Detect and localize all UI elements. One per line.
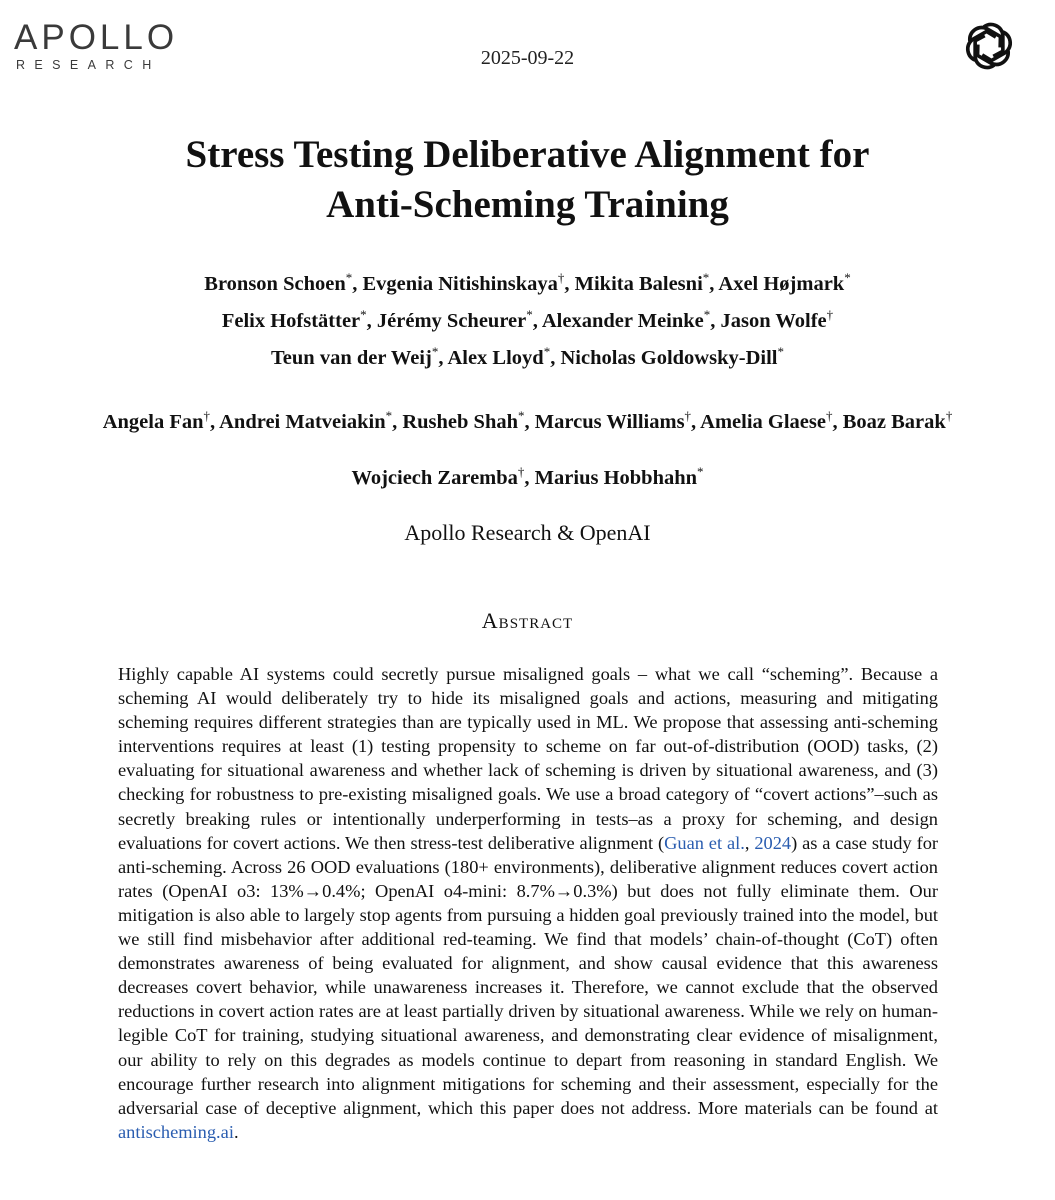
- author-name: Felix Hofstätter: [221, 309, 361, 332]
- author-name: , Andrei Matveiakin: [210, 410, 386, 433]
- author-name: Bronson Schoen: [204, 272, 346, 295]
- author-mark: *: [703, 307, 711, 322]
- author-name: , Boaz Barak: [832, 410, 946, 433]
- author-name: , Alexander Meinke: [532, 309, 704, 332]
- author-name: , Marcus Williams: [524, 410, 685, 433]
- author-name: Angela Fan: [102, 410, 204, 433]
- author-name: Wojciech Zaremba: [351, 466, 518, 489]
- logo-sub-text: RESEARCH: [16, 58, 161, 72]
- abstract-part-1: Highly capable AI systems could secretly pursue misaligned goals – what we call “scheming”. Because a scheming AI would deliberately try to hide its misaligned goals and actions, measuring and mitigating scheming requires different strategies than are typically used in ML. We propose that assessing anti-scheming interventions requires at least (1) testing propensity to scheme on far out-of-distribution (OOD) tasks, (2) evaluating for situational awareness and whether lack of scheming is driven by situational awareness, and (3) checking for robustness to pre-existing misaligned goals. We use a broad category of “covert actions”–such as secretly breaking rules or intentionally underperforming in tests–as a proxy for scheming, and design evaluations for covert actions. We then stress-test deliberative alignment (: [118, 664, 938, 853]
- author-mark: †: [557, 270, 565, 285]
- author-mark: †: [826, 307, 834, 322]
- abstract-end: .: [233, 1121, 239, 1142]
- author-mark: †: [945, 408, 953, 423]
- author-line-5: [0, 464, 1055, 490]
- author-mark: *: [360, 307, 367, 322]
- author-name: , Marius Hobbhahn: [524, 466, 698, 489]
- author-mark: *: [518, 408, 525, 423]
- author-line-2: [0, 307, 1055, 333]
- paper-title: [0, 130, 1055, 230]
- title-line-2: Anti-Scheming Training: [326, 183, 729, 226]
- author-name: , Nicholas Goldowsky-Dill: [550, 346, 778, 369]
- author-name: , Mikita Balesni: [564, 272, 703, 295]
- paper-date: 2025-09-22: [480, 47, 575, 69]
- author-name: Teun van der Weij: [271, 346, 432, 369]
- author-line-4: [0, 408, 1055, 434]
- author-mark: *: [385, 408, 393, 423]
- author-line-1: [0, 270, 1055, 296]
- logo-main-text: APOLLO: [14, 18, 179, 57]
- author-line-3: [0, 344, 1055, 370]
- author-name: , Amelia Glaese: [691, 410, 826, 433]
- citation-link-year[interactable]: 2024: [754, 832, 792, 853]
- author-name: , Rusheb Shah: [392, 410, 519, 433]
- abstract-text: [118, 662, 938, 1144]
- citation-link-author[interactable]: Guan et al.: [664, 832, 745, 853]
- page-header: [0, 0, 1055, 90]
- author-mark: *: [844, 270, 851, 285]
- author-mark: *: [345, 270, 353, 285]
- openai-logo-icon: [963, 20, 1015, 72]
- author-mark: †: [825, 408, 833, 423]
- author-name: , Alex Lloyd: [438, 346, 544, 369]
- author-mark: *: [431, 344, 439, 359]
- author-mark: †: [517, 464, 525, 479]
- author-mark: *: [526, 307, 533, 322]
- affiliation: Apollo Research & OpenAI: [404, 520, 651, 545]
- author-mark: †: [684, 408, 692, 423]
- abstract-heading: Abstract: [481, 608, 574, 633]
- author-mark: †: [203, 408, 210, 423]
- citation-separator: ,: [744, 832, 755, 853]
- title-line-1: Stress Testing Deliberative Alignment for: [185, 133, 870, 176]
- author-mark: *: [702, 270, 710, 285]
- author-mark: *: [777, 344, 784, 359]
- author-name: , Evgenia Nitishinskaya: [352, 272, 558, 295]
- author-mark: *: [697, 464, 704, 479]
- author-name: , Jason Wolfe: [710, 309, 827, 332]
- abstract-part-2: ) as a case study for anti-scheming. Across 26 OOD evaluations (180+ environments), deliberative alignment reduces covert action rates (OpenAI o3: 13%→0.4%; OpenAI o4-mini: 8.7%→0.3%) but does not fully eliminate them. Our mitigation is also able to largely stop agents from pursuing a hidden goal previously trained into the model, but we still find misbehavior after additional red-teaming. We find that models’ chain-of-thought (CoT) often demonstrates awareness of being evaluated for alignment, and show causal evidence that this awareness decreases covert behavior, while unawareness increases it. Therefore, we cannot exclude that the observed reductions in covert action rates are at least partially driven by situational awareness. While we rely on human-legible CoT for training, studying situational awareness, and demonstrating clear evidence of misalignment, our ability to rely on this degrades as models continue to depart from reasoning in standard English. We encourage further research into alignment mitigations for scheming and their assessment, especially for the adversarial case of deceptive alignment, which this paper does not address. More materials can be found at: [118, 832, 939, 1118]
- author-mark: *: [543, 344, 551, 359]
- antischeming-link[interactable]: antischeming.ai: [118, 1121, 234, 1142]
- author-name: , Jérémy Scheurer: [366, 309, 527, 332]
- author-name: , Axel Højmark: [709, 272, 845, 295]
